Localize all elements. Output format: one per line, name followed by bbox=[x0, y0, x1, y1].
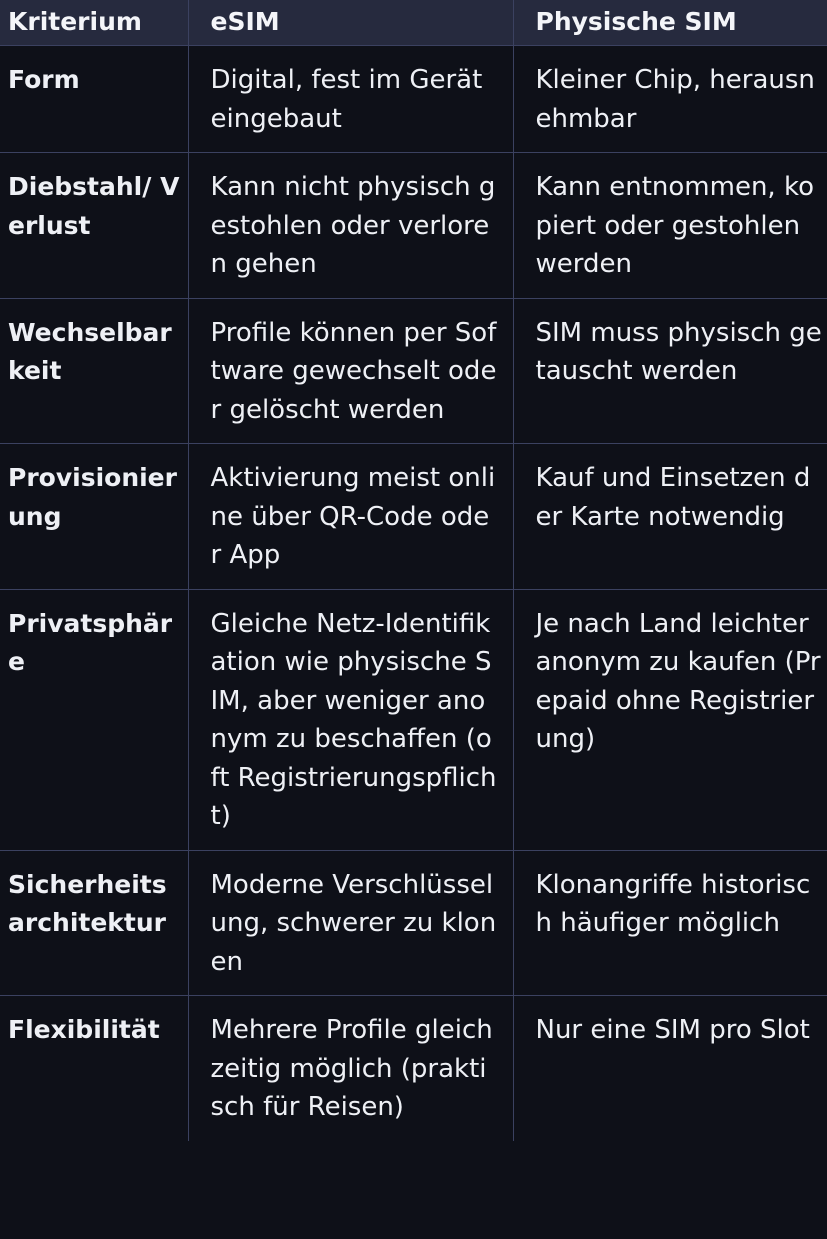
row-esim: Kann nicht physisch gestohlen oder verloren gehen bbox=[188, 153, 513, 299]
table-row bbox=[0, 46, 827, 153]
table-header bbox=[0, 0, 827, 46]
row-esim: Digital, fest im Gerät eingebaut bbox=[188, 46, 513, 153]
header-physische-sim: Physische SIM bbox=[513, 0, 827, 46]
row-physische-sim: Je nach Land leichter anonym zu kaufen (Prepaid ohne Registrierung) bbox=[513, 589, 827, 850]
row-physische-sim: Kann entnommen, kopiert oder gestohlen werden bbox=[513, 153, 827, 299]
table-row bbox=[0, 153, 827, 299]
row-kriterium: Form bbox=[0, 46, 188, 153]
table-row bbox=[0, 444, 827, 590]
row-kriterium: Sicherheitsarchitektur bbox=[0, 850, 188, 996]
row-kriterium: Wechselbarkeit bbox=[0, 298, 188, 444]
row-physische-sim: Klonangriffe historisch häufiger möglich bbox=[513, 850, 827, 996]
row-esim: Mehrere Profile gleichzeitig möglich (praktisch für Reisen) bbox=[188, 996, 513, 1141]
table-row bbox=[0, 996, 827, 1141]
row-esim: Profile können per Software gewechselt oder gelöscht werden bbox=[188, 298, 513, 444]
row-kriterium: Diebstahl/ Verlust bbox=[0, 153, 188, 299]
row-esim: Gleiche Netz-Identifikation wie physische SIM, aber weniger anonym zu beschaffen (oft Registrierungspflicht) bbox=[188, 589, 513, 850]
row-kriterium: Privatsphäre bbox=[0, 589, 188, 850]
header-row bbox=[0, 0, 827, 46]
row-kriterium: Flexibilität bbox=[0, 996, 188, 1141]
row-physische-sim: Nur eine SIM pro Slot bbox=[513, 996, 827, 1141]
row-esim: Aktivierung meist online über QR-Code oder App bbox=[188, 444, 513, 590]
table-row bbox=[0, 589, 827, 850]
row-kriterium: Provisionierung bbox=[0, 444, 188, 590]
row-physische-sim: Kleiner Chip, herausnehmbar bbox=[513, 46, 827, 153]
row-esim: Moderne Verschlüsselung, schwerer zu klonen bbox=[188, 850, 513, 996]
table-body bbox=[0, 46, 827, 1141]
table-row bbox=[0, 298, 827, 444]
row-physische-sim: Kauf und Einsetzen der Karte notwendig bbox=[513, 444, 827, 590]
row-physische-sim: SIM muss physisch getauscht werden bbox=[513, 298, 827, 444]
header-kriterium: Kriterium bbox=[0, 0, 188, 46]
header-esim: eSIM bbox=[188, 0, 513, 46]
table-row bbox=[0, 850, 827, 996]
